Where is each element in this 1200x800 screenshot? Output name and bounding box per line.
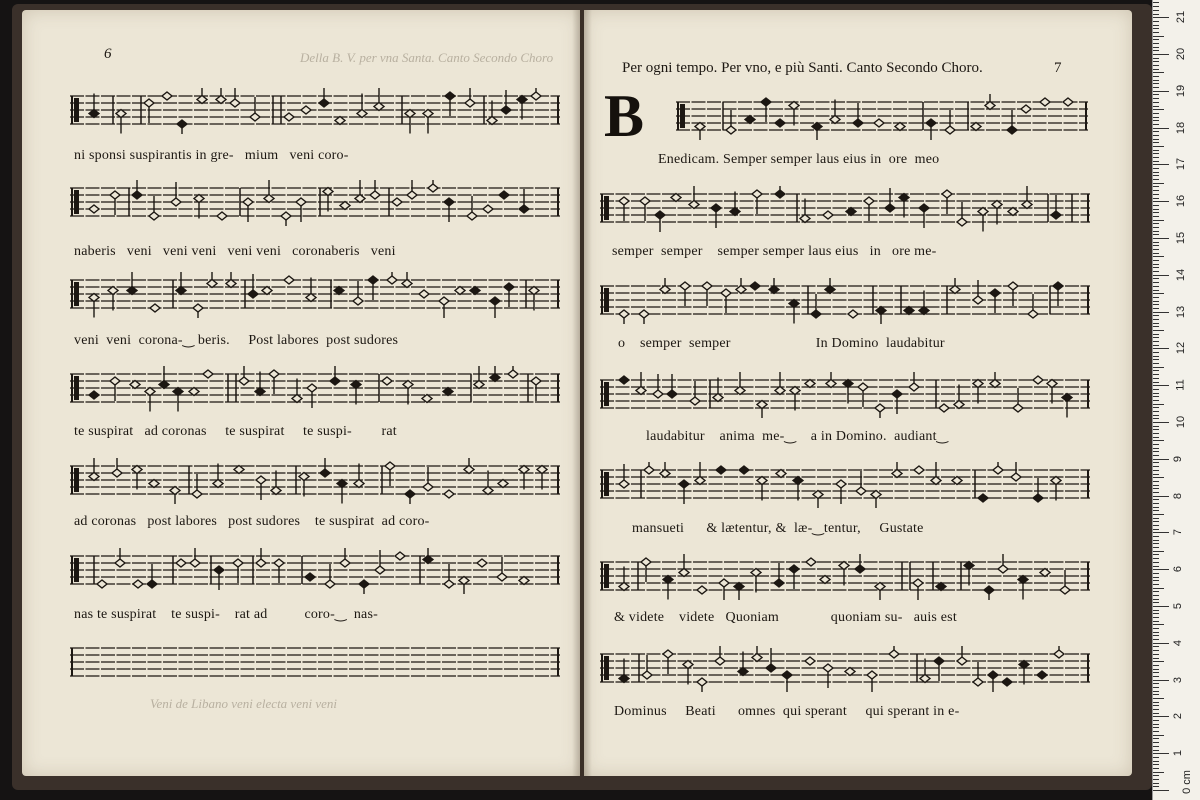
ruler-tick — [1153, 61, 1159, 62]
ruler-tick — [1153, 658, 1159, 659]
ruler-tick — [1153, 2, 1159, 3]
decorated-initial: B — [604, 83, 645, 149]
ruler-tick — [1153, 238, 1169, 239]
music-staff — [676, 94, 1088, 142]
ruler-number: 8 — [1172, 492, 1185, 499]
ruler-tick — [1153, 201, 1169, 202]
ruler-tick — [1153, 172, 1159, 173]
ruler-tick — [1153, 588, 1164, 589]
music-staff — [70, 548, 560, 596]
lyric-line: ad coronas post labores post sudores te suspirat ad coro- — [74, 514, 430, 529]
music-staff — [600, 278, 1090, 326]
ruler-tick — [1153, 584, 1159, 585]
ruler-tick — [1153, 554, 1159, 555]
ruler-tick — [1153, 654, 1159, 655]
ruler-tick — [1153, 775, 1159, 776]
ruler-tick — [1153, 705, 1159, 706]
ruler-tick — [1153, 205, 1159, 206]
ruler-number: 12 — [1175, 342, 1188, 355]
ruler-tick — [1153, 613, 1159, 614]
ruler-tick — [1153, 117, 1159, 118]
ruler-tick — [1153, 525, 1159, 526]
ruler-tick — [1153, 36, 1164, 37]
ruler-number: 15 — [1175, 231, 1188, 245]
ruler-tick — [1153, 404, 1164, 405]
ruler-tick — [1153, 444, 1159, 445]
ruler-tick — [1153, 50, 1159, 51]
ruler-tick — [1153, 709, 1159, 710]
right-page-header: Per ogni tempo. Per vno, e più Santi. Canto Secondo Choro. — [622, 60, 983, 76]
ruler-tick — [1153, 348, 1169, 349]
ruler-tick — [1153, 389, 1159, 390]
ruler-tick — [1153, 661, 1164, 662]
ruler-tick — [1153, 698, 1164, 699]
ruler-tick — [1153, 680, 1169, 681]
ruler-tick — [1153, 87, 1159, 88]
ruler-tick — [1153, 459, 1169, 460]
ruler-tick — [1153, 440, 1164, 441]
ruler-tick — [1153, 290, 1159, 291]
ruler-tick — [1153, 477, 1164, 478]
ruler-tick — [1153, 367, 1164, 368]
ruler-tick — [1153, 746, 1159, 747]
ruler-tick — [1153, 499, 1159, 500]
ruler-tick — [1153, 665, 1159, 666]
ruler-tick — [1153, 242, 1159, 243]
lyric-line: & videte videte Quoniam quoniam su- auis est — [614, 610, 957, 625]
ruler-tick — [1153, 271, 1159, 272]
ruler-number: 4 — [1172, 639, 1185, 646]
ruler-tick — [1153, 713, 1159, 714]
ruler-tick — [1153, 540, 1159, 541]
ruler-tick — [1153, 315, 1159, 316]
ruler-tick — [1153, 694, 1159, 695]
ruler-tick — [1153, 153, 1159, 154]
ruler-number: 9 — [1172, 455, 1185, 462]
ruler-tick — [1153, 783, 1159, 784]
ruler-tick — [1153, 312, 1169, 313]
ruler-tick — [1153, 639, 1159, 640]
ruler-tick — [1153, 54, 1169, 55]
ruler-tick — [1153, 378, 1159, 379]
ruler-tick — [1153, 507, 1159, 508]
ruler-tick — [1153, 83, 1159, 84]
ruler-tick — [1153, 650, 1159, 651]
ruler-tick — [1153, 164, 1169, 165]
ruler-tick — [1153, 183, 1164, 184]
ruler-tick — [1153, 772, 1164, 773]
ruler-tick — [1153, 227, 1159, 228]
ruler-number: 1 — [1172, 750, 1185, 757]
ruler-tick — [1153, 32, 1159, 33]
ruler-tick — [1153, 352, 1159, 353]
ruler-tick — [1153, 521, 1159, 522]
ruler-number: 20 — [1175, 47, 1188, 61]
ruler-tick — [1153, 337, 1159, 338]
ruler-tick — [1153, 462, 1159, 463]
ruler-tick — [1153, 319, 1159, 320]
ruler-tick — [1153, 175, 1159, 176]
music-staff — [600, 462, 1090, 510]
ruler-tick — [1153, 72, 1164, 73]
ruler-number: 14 — [1175, 268, 1188, 281]
ruler-tick — [1153, 466, 1159, 467]
ruler-tick — [1153, 106, 1159, 107]
left-page-number: 6 — [104, 46, 112, 62]
ruler-tick — [1153, 304, 1159, 305]
ruler-tick — [1153, 267, 1159, 268]
ruler-tick — [1153, 753, 1169, 754]
ruler-tick — [1153, 25, 1159, 26]
ruler-tick — [1153, 437, 1159, 438]
ruler-tick — [1153, 179, 1159, 180]
ruler-tick — [1153, 422, 1169, 423]
ruler-tick — [1153, 113, 1159, 114]
ruler-number: 16 — [1175, 195, 1188, 208]
lyric-line: Dominus Beati omnes qui sperant qui sperant in e- — [614, 704, 960, 719]
ruler-tick — [1153, 606, 1169, 607]
ruler-tick — [1153, 577, 1159, 578]
music-staff — [600, 372, 1090, 420]
ruler-tick — [1153, 142, 1159, 143]
ruler-tick — [1153, 764, 1159, 765]
ruler-tick — [1153, 543, 1159, 544]
ruler-tick — [1153, 14, 1159, 15]
ruler-tick — [1153, 382, 1159, 383]
ruler-tick — [1153, 628, 1159, 629]
ruler-tick — [1153, 503, 1159, 504]
ruler-tick — [1153, 393, 1159, 394]
ruler-tick — [1153, 234, 1159, 235]
ruler-tick — [1153, 186, 1159, 187]
ruler-number: 13 — [1175, 305, 1188, 318]
ruler-tick — [1153, 433, 1159, 434]
ruler-tick — [1153, 168, 1159, 169]
ruler-tick — [1153, 297, 1159, 298]
ruler-tick — [1153, 451, 1159, 452]
lyric-line: semper semper semper semper laus eius in ore me- — [612, 244, 937, 259]
left-bleed-footer: Veni de Libano veni electa veni veni — [150, 696, 337, 711]
ruler-tick — [1153, 738, 1159, 739]
ruler-tick — [1153, 595, 1159, 596]
ruler-tick — [1153, 146, 1164, 147]
right-page-number: 7 — [1054, 60, 1062, 76]
ruler-number: 2 — [1172, 713, 1185, 720]
ruler-tick — [1153, 190, 1159, 191]
lyric-line: o semper semper In Domino laudabitur — [618, 336, 945, 351]
ruler-number: 19 — [1175, 84, 1188, 97]
ruler-tick — [1153, 496, 1169, 497]
ruler-tick — [1153, 635, 1159, 636]
left-bleed-header: Della B. V. per vna Santa. Canto Secondo Choro — [300, 50, 554, 65]
ruler-tick — [1153, 209, 1159, 210]
lyric-line: Enedicam. Semper semper laus eius in ore meo — [658, 152, 940, 167]
ruler-tick — [1153, 599, 1159, 600]
ruler-number: 21 — [1175, 11, 1188, 24]
music-staff — [600, 186, 1090, 234]
ruler-tick — [1153, 676, 1159, 677]
ruler-tick — [1153, 683, 1159, 684]
ruler-tick — [1153, 109, 1164, 110]
ruler-tick — [1153, 385, 1169, 386]
ruler-tick — [1153, 558, 1159, 559]
ruler-tick — [1153, 330, 1164, 331]
lyric-line: nas te suspirat te suspi- rat ad coro-‿ nas- — [74, 607, 378, 622]
music-staff — [70, 180, 560, 228]
ruler-tick — [1153, 245, 1159, 246]
lyric-line: mansueti & lætentur, & læ-‿tentur, Gustate — [632, 521, 924, 536]
measurement-ruler — [1152, 0, 1200, 800]
ruler-tick — [1153, 415, 1159, 416]
ruler-tick — [1153, 569, 1169, 570]
ruler-tick — [1153, 278, 1159, 279]
lyric-line: ni sponsi suspirantis in gre- mium veni coro- — [74, 148, 349, 163]
ruler-number: 5 — [1172, 602, 1185, 610]
music-staff — [70, 272, 560, 320]
ruler-tick — [1153, 363, 1159, 364]
ruler-tick — [1153, 301, 1159, 302]
ruler-tick — [1153, 727, 1159, 728]
ruler-tick — [1153, 720, 1159, 721]
ruler-tick — [1153, 91, 1169, 92]
ruler-tick — [1153, 485, 1159, 486]
ruler-tick — [1153, 47, 1159, 48]
ruler-tick — [1153, 418, 1159, 419]
ruler-tick — [1153, 6, 1159, 7]
ruler-tick — [1153, 518, 1159, 519]
ruler-tick — [1153, 735, 1164, 736]
ruler-tick — [1153, 407, 1159, 408]
ruler-tick — [1153, 591, 1159, 592]
ruler-number: 10 — [1175, 415, 1188, 429]
ruler-tick — [1153, 687, 1159, 688]
ruler-tick — [1153, 69, 1159, 70]
ruler-tick — [1153, 157, 1159, 158]
ruler-tick — [1153, 216, 1159, 217]
ruler-tick — [1153, 510, 1159, 511]
ruler-tick — [1153, 400, 1159, 401]
ruler-tick — [1153, 481, 1159, 482]
lyric-line: veni veni corona-‿ beris. Post labores post sudores — [74, 333, 399, 348]
ruler-tick — [1153, 786, 1159, 787]
ruler-tick — [1153, 264, 1159, 265]
ruler-tick — [1153, 21, 1159, 22]
lyric-line: te suspirat ad coronas te suspirat te suspi- rat — [74, 424, 397, 439]
ruler-tick — [1153, 632, 1159, 633]
music-staff — [70, 458, 560, 506]
ruler-tick — [1153, 161, 1159, 162]
ruler-tick — [1153, 212, 1159, 213]
ruler-tick — [1153, 334, 1159, 335]
ruler-tick — [1153, 750, 1159, 751]
ruler-tick — [1153, 514, 1164, 515]
ruler-tick — [1153, 573, 1159, 574]
ruler-tick — [1153, 536, 1159, 537]
ruler-tick — [1153, 120, 1159, 121]
ruler-number: 18 — [1175, 121, 1188, 134]
ruler-tick — [1153, 779, 1159, 780]
ruler-tick — [1153, 139, 1159, 140]
ruler-tick — [1153, 370, 1159, 371]
ruler-tick — [1153, 260, 1159, 261]
ruler-tick — [1153, 790, 1169, 791]
lyric-line: naberis veni veni veni veni veni coronaberis veni — [74, 244, 396, 259]
ruler-tick — [1153, 566, 1159, 567]
ruler-tick — [1153, 28, 1159, 29]
ruler-tick — [1153, 58, 1159, 59]
ruler-tick — [1153, 455, 1159, 456]
ruler-tick — [1153, 691, 1159, 692]
ruler-tick — [1153, 275, 1169, 276]
ruler-tick — [1153, 76, 1159, 77]
ruler-tick — [1153, 102, 1159, 103]
ruler-tick — [1153, 492, 1159, 493]
music-staff — [70, 88, 560, 136]
ruler-tick — [1153, 17, 1169, 18]
ruler-tick — [1153, 724, 1159, 725]
ruler-tick — [1153, 488, 1159, 489]
ruler-tick — [1153, 551, 1164, 552]
ruler-tick — [1153, 323, 1159, 324]
ruler-tick — [1153, 128, 1169, 129]
ruler-tick — [1153, 124, 1159, 125]
ruler-tick — [1153, 253, 1159, 254]
ruler-unit-label: 0 cm — [1180, 770, 1193, 794]
ruler-tick — [1153, 256, 1164, 257]
ruler-tick — [1153, 716, 1169, 717]
ruler-tick — [1153, 39, 1159, 40]
ruler-tick — [1153, 293, 1164, 294]
ruler-tick — [1153, 43, 1159, 44]
ruler-tick — [1153, 448, 1159, 449]
ruler-number: 6 — [1172, 566, 1185, 573]
ruler-tick — [1153, 562, 1159, 563]
ruler-tick — [1153, 547, 1159, 548]
ruler-tick — [1153, 135, 1159, 136]
ruler-tick — [1153, 474, 1159, 475]
ruler-tick — [1153, 220, 1164, 221]
empty-staff — [70, 640, 560, 688]
ruler-tick — [1153, 621, 1159, 622]
ruler-tick — [1153, 282, 1159, 283]
ruler-tick — [1153, 624, 1164, 625]
ruler-tick — [1153, 231, 1159, 232]
ruler-tick — [1153, 702, 1159, 703]
ruler-tick — [1153, 411, 1159, 412]
ruler-tick — [1153, 757, 1159, 758]
ruler-number: 17 — [1175, 158, 1188, 171]
ruler-tick — [1153, 768, 1159, 769]
ruler-tick — [1153, 672, 1159, 673]
ruler-tick — [1153, 223, 1159, 224]
music-staff — [600, 646, 1090, 694]
ruler-tick — [1153, 529, 1159, 530]
ruler-tick — [1153, 10, 1159, 11]
ruler-tick — [1153, 94, 1159, 95]
ruler-tick — [1153, 131, 1159, 132]
music-staff — [600, 554, 1090, 602]
ruler-tick — [1153, 742, 1159, 743]
ruler-tick — [1153, 580, 1159, 581]
ruler-tick — [1153, 761, 1159, 762]
ruler-tick — [1153, 341, 1159, 342]
ruler-tick — [1153, 194, 1159, 195]
ruler-tick — [1153, 426, 1159, 427]
ruler-tick — [1153, 532, 1169, 533]
ruler-tick — [1153, 286, 1159, 287]
ruler-number: 11 — [1174, 379, 1187, 391]
ruler-tick — [1153, 359, 1159, 360]
ruler-tick — [1153, 646, 1159, 647]
ruler-tick — [1153, 345, 1159, 346]
ruler-tick — [1153, 396, 1159, 397]
ruler-tick — [1153, 80, 1159, 81]
ruler-tick — [1153, 374, 1159, 375]
ruler-tick — [1153, 731, 1159, 732]
ruler-tick — [1153, 617, 1159, 618]
ruler-tick — [1153, 308, 1159, 309]
ruler-tick — [1153, 98, 1159, 99]
ruler-tick — [1153, 65, 1159, 66]
ruler-tick — [1153, 602, 1159, 603]
ruler-tick — [1153, 198, 1159, 199]
ruler-tick — [1153, 326, 1159, 327]
ruler-tick — [1153, 470, 1159, 471]
lyric-line: laudabitur anima me-‿ a in Domino. audiant‿ — [646, 429, 949, 444]
ruler-number: 3 — [1172, 676, 1185, 683]
book-gutter — [572, 10, 592, 776]
ruler-tick — [1153, 150, 1159, 151]
ruler-tick — [1153, 669, 1159, 670]
ruler-tick — [1153, 249, 1159, 250]
ruler-tick — [1153, 429, 1159, 430]
ruler-tick — [1153, 356, 1159, 357]
ruler-tick — [1153, 610, 1159, 611]
music-staff — [70, 366, 560, 414]
ruler-tick — [1153, 643, 1169, 644]
ruler-number: 7 — [1172, 529, 1185, 536]
